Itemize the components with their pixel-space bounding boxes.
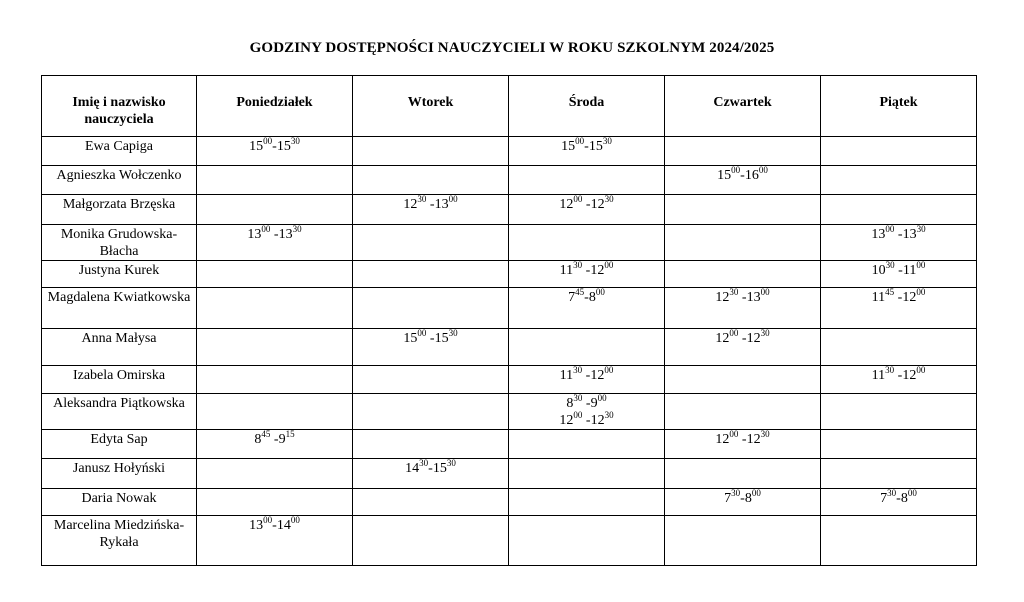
start-hour: 12 (715, 432, 730, 447)
start-minutes: 00 (729, 328, 739, 338)
slot-cell-tuesday (353, 166, 509, 195)
end-hour: 12 (590, 263, 605, 278)
start-minutes: 30 (885, 260, 895, 270)
teacher-name-cell (42, 261, 197, 288)
slot-cell-monday (197, 516, 353, 566)
time-slot (513, 289, 660, 306)
teacher-name: Justyna Kurek (78, 263, 160, 278)
teacher-name: Monika Grudowska-Błacha (60, 227, 178, 259)
start-hour: 8 (254, 432, 262, 447)
end-minutes: 30 (602, 136, 612, 146)
end-hour: 14 (276, 518, 291, 533)
start-minutes: 45 (885, 287, 895, 297)
slot-cell-monday (197, 366, 353, 394)
slot-cell-monday (197, 195, 353, 225)
slot-cell-tuesday (353, 137, 509, 166)
end-minutes: 00 (751, 488, 761, 498)
slot-cell-wednesday (509, 459, 665, 489)
slot-cell-thursday (665, 195, 821, 225)
slot-cell-wednesday (509, 489, 665, 516)
start-minutes: 00 (729, 429, 739, 439)
slot-cell-friday (821, 329, 977, 366)
start-minutes: 30 (731, 488, 741, 498)
time-slot (513, 138, 660, 155)
time-slot (825, 262, 972, 279)
time-slot (513, 196, 660, 213)
table-row (42, 366, 977, 394)
time-slot (513, 395, 660, 412)
start-minutes: 45 (261, 429, 271, 439)
teacher-name-cell (42, 489, 197, 516)
start-minutes: 45 (575, 287, 585, 297)
start-minutes: 00 (261, 224, 271, 234)
slot-cell-monday (197, 459, 353, 489)
teacher-name-cell (42, 459, 197, 489)
time-separator: - (582, 197, 591, 212)
table-row (42, 195, 977, 225)
time-separator: - (738, 290, 747, 305)
time-slot (201, 138, 348, 155)
start-minutes: 30 (573, 393, 583, 403)
slot-cell-tuesday (353, 489, 509, 516)
time-slot (669, 289, 816, 306)
header-thursday: Czwartek (665, 76, 821, 137)
start-minutes: 00 (573, 194, 583, 204)
slot-cell-thursday (665, 329, 821, 366)
header-wednesday: Środa (509, 76, 665, 137)
slot-cell-wednesday (509, 166, 665, 195)
time-slot (669, 490, 816, 507)
time-slot (825, 289, 972, 306)
end-minutes: 30 (916, 224, 926, 234)
teacher-name-cell (42, 430, 197, 459)
table-row (42, 261, 977, 288)
teacher-name-cell (42, 195, 197, 225)
slot-cell-wednesday (509, 516, 665, 566)
end-hour: 13 (278, 227, 293, 242)
start-hour: 15 (249, 139, 264, 154)
header-row (42, 76, 977, 137)
end-hour: 16 (744, 168, 759, 183)
slot-cell-monday (197, 489, 353, 516)
slot-cell-thursday (665, 366, 821, 394)
end-minutes: 30 (446, 458, 456, 468)
slot-cell-monday (197, 137, 353, 166)
time-slot (357, 460, 504, 477)
slot-cell-friday (821, 489, 977, 516)
end-hour: 8 (744, 491, 752, 506)
teacher-name-cell (42, 288, 197, 329)
time-separator: - (894, 263, 903, 278)
start-hour: 11 (559, 263, 574, 278)
end-hour: 8 (900, 491, 908, 506)
start-minutes: 30 (573, 365, 583, 375)
time-separator: - (426, 331, 435, 346)
slot-cell-monday (197, 225, 353, 261)
slot-cell-wednesday (509, 394, 665, 430)
end-minutes: 30 (292, 224, 302, 234)
end-minutes: 00 (760, 287, 770, 297)
time-slot (513, 412, 660, 429)
teacher-name: Edyta Sap (90, 432, 148, 447)
start-hour: 12 (559, 413, 574, 428)
header-friday: Piątek (821, 76, 977, 137)
start-minutes: 00 (731, 165, 741, 175)
end-hour: 8 (588, 290, 596, 305)
end-hour: 11 (902, 263, 917, 278)
time-separator: - (584, 139, 589, 154)
slot-cell-tuesday (353, 288, 509, 329)
end-minutes: 00 (448, 194, 458, 204)
table-row (42, 489, 977, 516)
teacher-name-cell (42, 137, 197, 166)
time-slot (201, 517, 348, 534)
header-teacher-name: Imię i nazwisko nauczyciela (42, 76, 197, 137)
slot-cell-thursday (665, 225, 821, 261)
slot-cell-tuesday (353, 430, 509, 459)
start-hour: 10 (871, 263, 886, 278)
time-separator: - (270, 227, 279, 242)
end-hour: 12 (590, 197, 605, 212)
slot-cell-wednesday (509, 366, 665, 394)
teacher-name: Daria Nowak (81, 491, 157, 506)
slot-cell-tuesday (353, 366, 509, 394)
document-title: GODZINY DOSTĘPNOŚCI NAUCZYCIELI W ROKU SZKOLNYM 2024/2025 (249, 40, 775, 56)
table-row (42, 394, 977, 430)
time-slot (669, 330, 816, 347)
end-hour: 12 (746, 331, 761, 346)
time-separator: - (894, 368, 903, 383)
start-minutes: 00 (575, 136, 585, 146)
slot-cell-friday (821, 430, 977, 459)
end-minutes: 30 (760, 328, 770, 338)
end-hour: 15 (432, 461, 447, 476)
teacher-name-cell (42, 366, 197, 394)
teacher-name: Janusz Hołyński (72, 461, 166, 476)
table-row (42, 516, 977, 566)
start-hour: 7 (568, 290, 576, 305)
slot-cell-monday (197, 329, 353, 366)
end-minutes: 00 (916, 260, 926, 270)
teacher-name: Izabela Omirska (72, 368, 166, 383)
table-row (42, 137, 977, 166)
start-minutes: 00 (573, 410, 583, 420)
end-minutes: 00 (758, 165, 768, 175)
slot-cell-friday (821, 459, 977, 489)
slot-cell-thursday (665, 137, 821, 166)
start-hour: 13 (871, 227, 886, 242)
slot-cell-thursday (665, 261, 821, 288)
start-hour: 8 (566, 396, 574, 411)
end-hour: 15 (434, 331, 449, 346)
slot-cell-friday (821, 366, 977, 394)
start-hour: 11 (871, 290, 886, 305)
time-separator: - (582, 263, 591, 278)
table-body (42, 137, 977, 566)
slot-cell-tuesday (353, 225, 509, 261)
slot-cell-wednesday (509, 430, 665, 459)
end-minutes: 30 (604, 410, 614, 420)
slot-cell-thursday (665, 394, 821, 430)
end-minutes: 00 (595, 287, 605, 297)
slot-cell-thursday (665, 459, 821, 489)
start-hour: 7 (880, 491, 888, 506)
slot-cell-wednesday (509, 261, 665, 288)
end-minutes: 00 (604, 260, 614, 270)
end-hour: 12 (590, 368, 605, 383)
slot-cell-tuesday (353, 261, 509, 288)
time-separator: - (582, 368, 591, 383)
time-separator: - (896, 491, 901, 506)
slot-cell-thursday (665, 489, 821, 516)
teacher-name: Aleksandra Piątkowska (53, 396, 185, 411)
teacher-name-cell (42, 166, 197, 195)
start-minutes: 30 (885, 365, 895, 375)
time-separator: - (894, 227, 903, 242)
end-hour: 12 (902, 290, 917, 305)
teacher-name-cell (42, 329, 197, 366)
teacher-name: Marcelina Miedzińska- Rykała (53, 518, 185, 550)
time-separator: - (738, 432, 747, 447)
header-tuesday: Wtorek (353, 76, 509, 137)
end-hour: 13 (902, 227, 917, 242)
slot-cell-friday (821, 225, 977, 261)
time-slot (825, 226, 972, 243)
end-minutes: 30 (760, 429, 770, 439)
start-minutes: 30 (419, 458, 429, 468)
start-hour: 13 (247, 227, 262, 242)
time-slot (669, 167, 816, 184)
slot-cell-tuesday (353, 329, 509, 366)
slot-cell-wednesday (509, 137, 665, 166)
start-hour: 13 (249, 518, 264, 533)
start-minutes: 00 (885, 224, 895, 234)
slot-cell-tuesday (353, 394, 509, 430)
table-row (42, 459, 977, 489)
table-row (42, 288, 977, 329)
table-row (42, 166, 977, 195)
start-hour: 12 (403, 197, 418, 212)
slot-cell-monday (197, 166, 353, 195)
slot-cell-thursday (665, 166, 821, 195)
table-row (42, 430, 977, 459)
time-separator: - (582, 396, 591, 411)
end-hour: 9 (278, 432, 286, 447)
start-minutes: 30 (729, 287, 739, 297)
start-minutes: 30 (573, 260, 583, 270)
slot-cell-tuesday (353, 516, 509, 566)
slot-cell-tuesday (353, 459, 509, 489)
teacher-name: Anna Małysa (81, 331, 157, 346)
availability-table (41, 75, 977, 566)
slot-cell-friday (821, 288, 977, 329)
start-hour: 12 (559, 197, 574, 212)
time-separator: - (272, 518, 277, 533)
end-minutes: 15 (285, 429, 295, 439)
time-separator: - (582, 413, 591, 428)
header-monday: Poniedziałek (197, 76, 353, 137)
slot-cell-friday (821, 394, 977, 430)
teacher-name: Ewa Capiga (84, 139, 154, 154)
time-slot (357, 196, 504, 213)
start-hour: 12 (715, 290, 730, 305)
time-separator: - (894, 290, 903, 305)
slot-cell-monday (197, 394, 353, 430)
slot-cell-friday (821, 137, 977, 166)
start-hour: 14 (405, 461, 420, 476)
time-separator: - (272, 139, 277, 154)
slot-cell-thursday (665, 288, 821, 329)
end-minutes: 00 (597, 393, 607, 403)
end-minutes: 00 (916, 365, 926, 375)
slot-cell-monday (197, 430, 353, 459)
end-hour: 13 (746, 290, 761, 305)
time-slot (513, 262, 660, 279)
time-slot (357, 330, 504, 347)
teacher-name-cell (42, 516, 197, 566)
time-separator: - (270, 432, 279, 447)
slot-cell-wednesday (509, 288, 665, 329)
teacher-name-cell (42, 225, 197, 261)
end-minutes: 00 (916, 287, 926, 297)
teacher-name: Agnieszka Wołczenko (56, 168, 182, 183)
end-minutes: 00 (290, 515, 300, 525)
start-minutes: 00 (417, 328, 427, 338)
slot-cell-monday (197, 288, 353, 329)
start-minutes: 00 (263, 136, 273, 146)
teacher-name: Magdalena Kwiatkowska (47, 290, 191, 305)
end-hour: 12 (746, 432, 761, 447)
start-hour: 15 (561, 139, 576, 154)
start-minutes: 30 (887, 488, 897, 498)
slot-cell-thursday (665, 516, 821, 566)
start-hour: 7 (724, 491, 732, 506)
slot-cell-friday (821, 195, 977, 225)
time-slot (201, 431, 348, 448)
table-row (42, 329, 977, 366)
slot-cell-monday (197, 261, 353, 288)
teacher-name: Małgorzata Brzęska (62, 197, 176, 212)
end-hour: 15 (276, 139, 291, 154)
slot-cell-friday (821, 516, 977, 566)
time-separator: - (426, 197, 435, 212)
start-minutes: 30 (417, 194, 427, 204)
end-minutes: 00 (907, 488, 917, 498)
end-hour: 12 (590, 413, 605, 428)
start-hour: 11 (559, 368, 574, 383)
end-minutes: 30 (604, 194, 614, 204)
start-minutes: 00 (263, 515, 273, 525)
time-separator: - (584, 290, 589, 305)
slot-cell-thursday (665, 430, 821, 459)
slot-cell-friday (821, 261, 977, 288)
time-slot (669, 431, 816, 448)
time-slot (201, 226, 348, 243)
slot-cell-wednesday (509, 195, 665, 225)
time-separator: - (428, 461, 433, 476)
slot-cell-wednesday (509, 225, 665, 261)
end-hour: 15 (588, 139, 603, 154)
end-minutes: 30 (448, 328, 458, 338)
end-minutes: 00 (604, 365, 614, 375)
time-separator: - (738, 331, 747, 346)
start-hour: 15 (403, 331, 418, 346)
teacher-name-cell (42, 394, 197, 430)
start-hour: 15 (717, 168, 732, 183)
time-slot (825, 490, 972, 507)
time-separator: - (740, 168, 745, 183)
time-separator: - (740, 491, 745, 506)
slot-cell-tuesday (353, 195, 509, 225)
time-slot (825, 367, 972, 384)
end-hour: 9 (590, 396, 598, 411)
slot-cell-friday (821, 166, 977, 195)
table-row (42, 225, 977, 261)
slot-cell-wednesday (509, 329, 665, 366)
start-hour: 11 (871, 368, 886, 383)
start-hour: 12 (715, 331, 730, 346)
end-minutes: 30 (290, 136, 300, 146)
end-hour: 13 (434, 197, 449, 212)
end-hour: 12 (902, 368, 917, 383)
time-slot (513, 367, 660, 384)
